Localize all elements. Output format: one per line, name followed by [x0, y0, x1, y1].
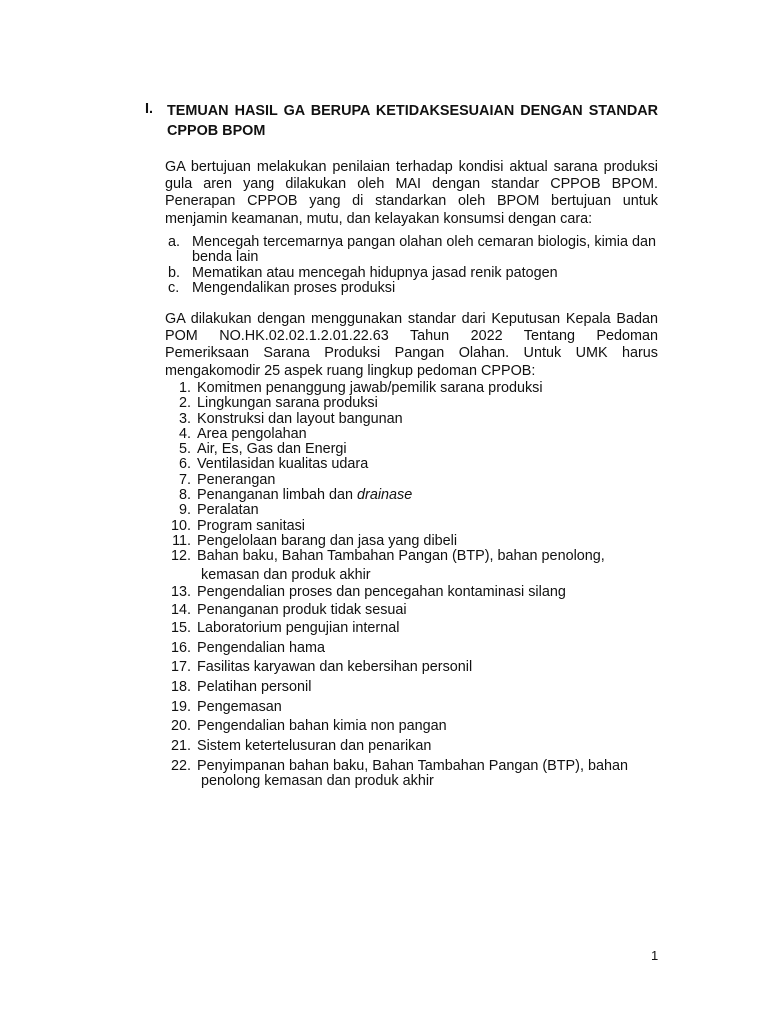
- list-marker: 8.: [178, 487, 191, 504]
- list-marker: 17.: [170, 659, 191, 676]
- list-item-text: Pelatihan personil: [197, 679, 312, 696]
- list-item-text: Komitmen penanggung jawab/pemilik sarana produksi: [197, 380, 543, 396]
- list-item-text: Pengendalian proses dan pencegahan kontaminasi silang: [197, 584, 566, 601]
- list-item: [166, 381, 658, 396]
- list-marker: 2.: [178, 395, 191, 412]
- list-item: [168, 266, 658, 281]
- page-number: 1: [651, 948, 659, 963]
- lettered-list: [168, 235, 658, 296]
- list-item: [166, 457, 658, 472]
- list-marker: b.: [168, 264, 181, 281]
- list-item: [166, 641, 658, 661]
- list-item-text: Penyimpanan bahan baku, Bahan Tambahan Pangan (BTP), bahan: [197, 757, 628, 774]
- list-item-text: Bahan baku, Bahan Tambahan Pangan (BTP), bahan penolong,: [197, 548, 605, 565]
- section-title: TEMUAN HASIL GA BERUPA KETIDAKSESUAIAN DENGAN STANDAR CPPOB BPOM: [167, 103, 658, 139]
- list-item: [166, 621, 658, 641]
- list-marker: 10.: [170, 517, 191, 534]
- list-item-text: Air, Es, Gas dan Energi: [197, 441, 347, 458]
- list-item: [166, 488, 658, 503]
- list-item: [166, 473, 658, 488]
- list-item: [166, 759, 658, 790]
- list-item-text: Pengemasan: [197, 698, 282, 715]
- list-item-text: Mematikan atau mencegah hidupnya jasad renik patogen: [192, 264, 558, 281]
- list-marker: 20.: [170, 718, 191, 735]
- list-item: [166, 680, 658, 700]
- list-item-text: Pengelolaan barang dan jasa yang dibeli: [197, 532, 458, 549]
- list-item-text: Mengendalikan proses produksi: [192, 279, 396, 296]
- list-item-text: Program sanitasi: [197, 517, 305, 534]
- list-item: [166, 700, 658, 720]
- list-item: [166, 503, 658, 518]
- list-item: [166, 603, 658, 621]
- list-marker: 15.: [170, 620, 191, 637]
- list-marker: 11.: [172, 532, 191, 549]
- numbered-list: [166, 381, 658, 790]
- list-item-text: Konstruksi dan layout bangunan: [197, 410, 403, 427]
- list-marker: 21.: [170, 738, 191, 755]
- list-item: [166, 549, 658, 585]
- list-item-text: Pengendalian hama: [197, 639, 326, 656]
- list-marker: 19.: [170, 698, 191, 715]
- list-marker: c.: [168, 279, 180, 296]
- list-marker: 14.: [170, 602, 191, 619]
- list-item-text: Penanganan produk tidak sesuai: [197, 602, 407, 619]
- section-number: I.: [145, 101, 153, 117]
- list-item: [168, 235, 658, 266]
- list-marker: 18.: [170, 679, 191, 696]
- list-item-text: Peralatan: [197, 502, 259, 519]
- list-marker: 6.: [178, 456, 191, 473]
- list-marker: 16.: [170, 639, 191, 656]
- list-marker: 7.: [178, 471, 191, 488]
- list-item: [166, 396, 658, 411]
- list-item-text: Sistem ketertelusuran dan penarikan: [197, 738, 432, 755]
- list-item-text: Lingkungan sarana produksi: [197, 395, 378, 412]
- list-item-continuation: penolong kemasan dan produk akhir: [201, 773, 434, 790]
- list-marker: 22.: [170, 757, 191, 774]
- section-heading: [145, 102, 658, 141]
- list-item-text: Laboratorium pengujian internal: [197, 620, 400, 637]
- list-item: [166, 585, 658, 603]
- list-item: [168, 281, 658, 296]
- list-item-emphasis: drainase: [357, 487, 413, 504]
- list-item: [166, 442, 658, 457]
- list-item-text: Ventilasidan kualitas udara: [197, 456, 369, 473]
- list-marker: 3.: [178, 410, 191, 427]
- list-marker: 1.: [178, 380, 191, 396]
- list-marker: 12.: [170, 548, 191, 565]
- list-marker: a.: [168, 234, 181, 250]
- intro-paragraph: GA bertujuan melakukan penilaian terhadap kondisi aktual sarana produksi gula aren yang dilakukan oleh MAI dengan standar CPPOB BPOM. Penerapan CPPOB yang di standarkan oleh BPOM bertujuan untuk menjamin keamanan, mutu, dan kelayakan konsumsi dengan cara:: [165, 159, 658, 227]
- list-marker: 5.: [178, 441, 191, 458]
- list-marker: 9.: [178, 502, 191, 519]
- list-item: [166, 519, 658, 534]
- standard-paragraph: GA dilakukan dengan menggunakan standar dari Keputusan Kepala Badan POM NO.HK.02.02.1.2.01.22.63 Tahun 2022 Tentang Pedoman Pemeriksaan Sarana Produksi Pangan Olahan. Untuk UMK harus mengakomodir 25 aspek ruang lingkup pedoman CPPOB:: [165, 311, 658, 379]
- list-item-text: Pengendalian bahan kimia non pangan: [197, 718, 447, 735]
- list-item: [166, 719, 658, 739]
- list-item-continuation: kemasan dan produk akhir: [201, 566, 371, 583]
- list-item-text: Mencegah tercemarnya pangan olahan oleh cemaran biologis, kimia dan benda lain: [192, 234, 656, 266]
- list-item: [166, 739, 658, 759]
- list-item-text: Penanganan limbah dan: [197, 487, 354, 504]
- list-item: [166, 534, 658, 549]
- list-item-text: Penerangan: [197, 471, 276, 488]
- list-item-text: Area pengolahan: [197, 425, 307, 442]
- list-marker: 4.: [178, 425, 191, 442]
- list-item: [166, 660, 658, 680]
- list-item-text: Fasilitas karyawan dan kebersihan personil: [197, 659, 473, 676]
- list-item: [166, 412, 658, 427]
- list-item: [166, 427, 658, 442]
- list-marker: 13.: [170, 584, 191, 601]
